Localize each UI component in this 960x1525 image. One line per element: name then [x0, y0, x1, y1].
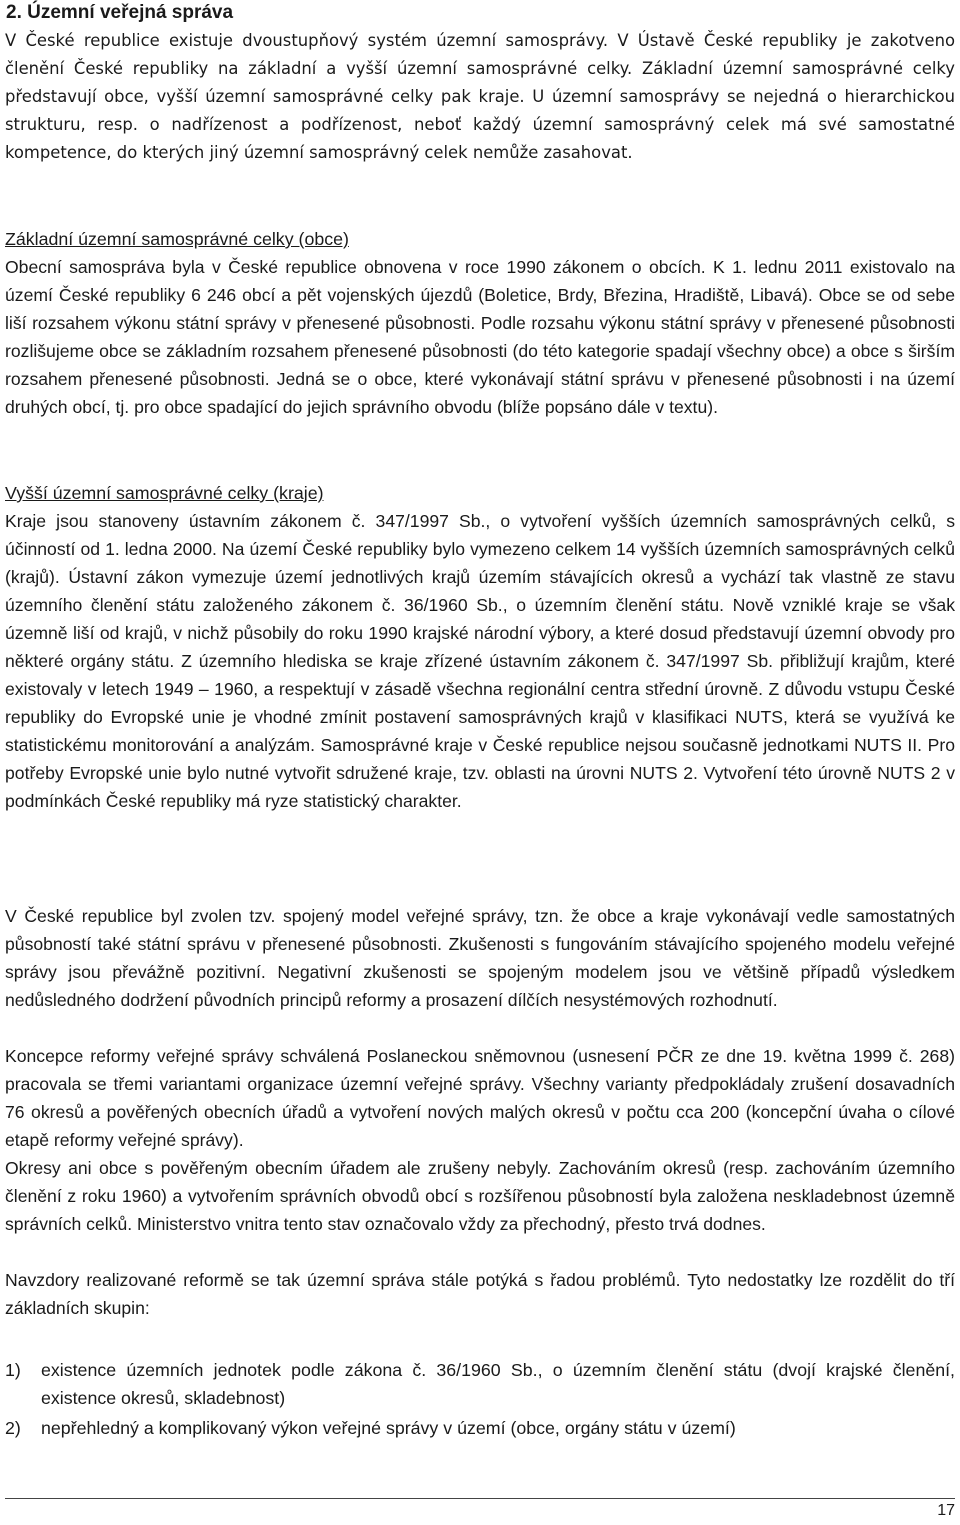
kraje-paragraph: Kraje jsou stanoveny ústavním zákonem č. 347/1997 Sb., o vytvoření vyšších územních samosprávných celků, s účinností od 1. ledna 2000. Na území České republiky bylo vymezeno celkem 14 vyšších územních samosprávných celků (krajů). Ústavní zákon vymezuje území jednotlivých krajů územím stávajících okresů a vychází tak vlastně ze stavu územního členění státu založeného zákonem č. 36/1960 Sb., o územním členění státu. Nově vzniklé kraje se však územně liší od krajů, v nichž působily do roku 1990 krajské národní výbory, a které dosud představují územní obvody pro některé orgány státu. Z územního hlediska se kraje zřízené ústavním zákonem č. 347/1997 Sb. přibližují krajům, které existovaly v letech 1949 – 1960, a respektují v zásadě všechna regionální centra střední úrovně. Z důvodu vstupu České republiky do Evropské unie je vhodné zmínit postavení samosprávných krajů v klasifikaci NUTS, která se využívá ke statistickému monitorování a analýzám. Samosprávné kraje v České republice nejsou současně jednotkami NUTS II. Pro potřeby Evropské unie bylo nutné vytvořit sdružené kraje, tzv. oblasti na úrovni NUTS 2. Vytvoření této úrovně NUTS 2 v podmínkách České republiky má ryze statistický charakter. — [5, 511, 955, 811]
section-heading: 2. Územní veřejná správa — [6, 2, 234, 23]
model-paragraph-4: Navzdory realizované reformě se tak územní správa stále potýká s řadou problémů. Tyto nedostatky lze rozdělit do tří základních skupin: — [5, 1270, 955, 1318]
footer-divider — [5, 1498, 955, 1499]
model-paragraph-3: Okresy ani obce s pověřeným obecním úřadem ale zrušeny nebyly. Zachováním okresů (resp. zachováním územního členění z roku 1960) a vytvořením správních obvodů obcí s rozšířenou působností byla založena neskladebnost územně správních celků. Ministerstvo vnitra tento stav označovalo vždy za přechodný, přesto trvá dodnes. — [5, 1158, 955, 1234]
list-item — [5, 1356, 955, 1412]
kraje-subheading: Vyšší územní samosprávné celky (kraje) — [5, 483, 324, 503]
list-item-number: 2) — [5, 1418, 21, 1438]
list-item-number: 1) — [5, 1360, 21, 1380]
list-item-text: nepřehledný a komplikovaný výkon veřejné správy v území (obce, orgány státu v území) — [41, 1418, 736, 1438]
list-item — [5, 1414, 955, 1442]
model-paragraph-1: V České republice byl zvolen tzv. spojený model veřejné správy, tzn. že obce a kraje vykonávají vedle samostatných působností také státní správu v přenesené působnosti. Zkušenosti s fungováním stávajícího spojeného modelu veřejné správy jsou převážně pozitivní. Negativní zkušenosti se spojeným modelem jsou ve většině případů výsledkem nedůsledného dodržení původních principů reformy a prosazení dílčích nesystémových rozhodnutí. — [5, 906, 955, 1010]
list-item-text: existence územních jednotek podle zákona č. 36/1960 Sb., o územním členění státu (dvojí krajské členění, existence okresů, skladebnost) — [41, 1360, 955, 1408]
intro-paragraph: V České republice existuje dvoustupňový systém územní samosprávy. V Ústavě České republiky je zakotveno členění České republiky na základní a vyšší územní samosprávné celky. Základní územní samosprávné celky představují obce, vyšší územní samosprávné celky pak kraje. U územní samosprávy se nejedná o hierarchickou strukturu, resp. o nadřízenost a podřízenost, neboť každý územní samosprávný celek má své samostatné kompetence, do kterých jiný územní samosprávný celek nemůže zasahovat. — [5, 31, 955, 162]
model-paragraph-2: Koncepce reformy veřejné správy schválená Poslaneckou sněmovnou (usnesení PČR ze dne 19. května 1999 č. 268) pracovala se třemi variantami organizace územní veřejné správy. Všechny varianty předpokládaly zrušení dosavadních 76 okresů a pověřených obecních úřadů a vytvoření nových malých okresů v počtu cca 200 (koncepční úvaha o cílové etapě reformy veřejné správy). — [5, 1046, 955, 1150]
page-number: 17 — [937, 1502, 955, 1519]
obce-paragraph: Obecní samospráva byla v České republice obnovena v roce 1990 zákonem o obcích. K 1. lednu 2011 existovalo na území České republiky 6 246 obcí a pět vojenských újezdů (Boletice, Brdy, Březina, Hradiště, Libavá). Obce se od sebe liší rozsahem výkonu státní správy v přenesené působnosti. Podle rozsahu výkonu státní správy v přenesené působnosti rozlišujeme obce se základním rozsahem přenesené působnosti (do této kategorie spadají všechny obce) a obce s širším rozsahem přenesené působnosti. Jedná se o obce, které vykonávají státní správu v přenesené působnosti i na území druhých obcí, tj. pro obce spadající do jejich správního obvodu (blíže popsáno dále v textu). — [5, 257, 955, 417]
obce-subheading: Základní územní samosprávné celky (obce) — [5, 229, 349, 249]
